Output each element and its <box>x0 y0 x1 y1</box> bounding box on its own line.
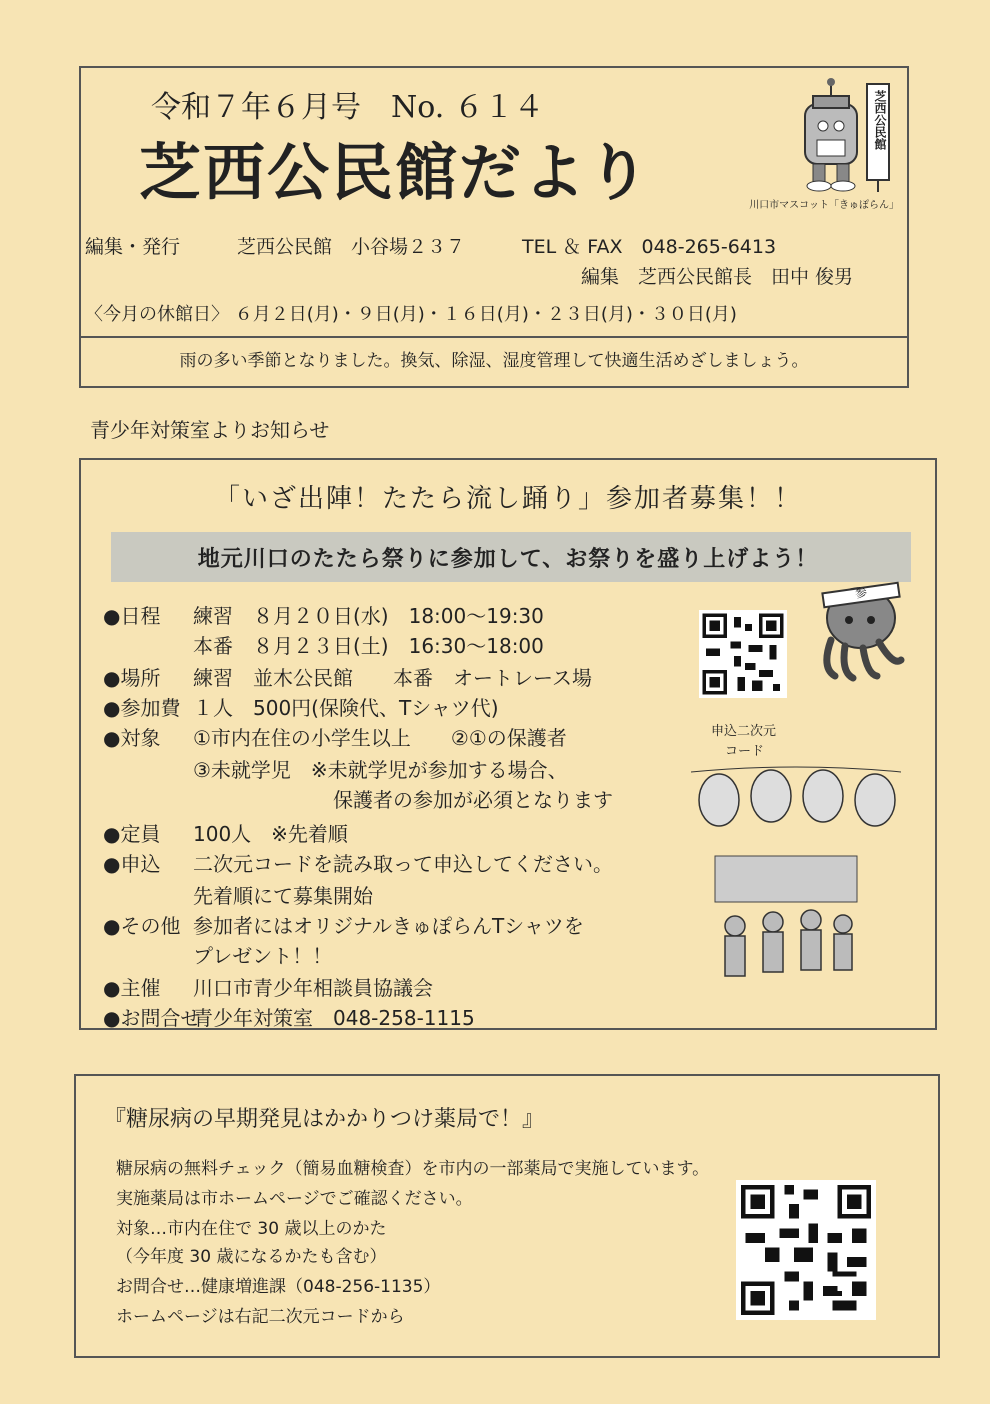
event-detail-text: ③未就学児 ※未就学児が参加する場合、 <box>193 758 568 782</box>
event-detail-text: 先着順にて募集開始 <box>193 884 373 908</box>
event-detail-text: 本番 ８月２３日(土) 16:30～18:00 <box>193 634 544 658</box>
event-detail-label: ●申込 <box>103 852 161 876</box>
event-title: 「いざ出陣！たたら流し踊り」参加者募集！！ <box>213 484 802 514</box>
dancers-illustration-icon <box>711 852 861 1002</box>
event-detail-row <box>103 880 373 909</box>
event-detail-text: １人 500円(保険代、Tシャツ代) <box>193 696 499 720</box>
event-detail-row <box>103 972 433 1001</box>
event-detail-row <box>103 784 613 813</box>
event-detail-text: プレゼント！！ <box>193 944 333 968</box>
qr-caption-line2: コード <box>725 744 765 759</box>
event-detail-label: ●対象 <box>103 726 161 750</box>
pharmacy-box <box>74 1074 940 1358</box>
event-detail-text: 二次元コードを読み取って申込してください。 <box>193 852 613 876</box>
event-detail-row <box>103 600 544 629</box>
event-detail-text: 練習 並木公民館 本番 オートレース場 <box>193 666 592 690</box>
pharmacy-line: （今年度 30 歳になるかたも含む） <box>116 1247 387 1267</box>
pharmacy-line: お問合せ…健康増進課（048-256-1135） <box>116 1277 441 1297</box>
section-label: 青少年対策室よりお知らせ <box>90 418 330 442</box>
event-detail-label: ●日程 <box>103 604 161 628</box>
pharmacy-line: 糖尿病の無料チェック（簡易血糖検査）を市内の一部薬局で実施しています。 <box>116 1159 710 1179</box>
application-qr-code-icon[interactable] <box>699 610 787 698</box>
event-detail-row <box>103 818 348 847</box>
event-detail-text: 保護者の参加が必須となります <box>253 788 613 812</box>
event-detail-row <box>103 662 592 691</box>
event-detail-row <box>103 692 499 721</box>
event-detail-label: ●定員 <box>103 822 161 846</box>
pharmacy-line: 対象…市内在住で 30 歳以上のかた <box>116 1219 387 1239</box>
event-box <box>79 458 937 1030</box>
event-subtitle: 地元川口のたたら祭りに参加して、お祭りを盛り上げよう！ <box>197 546 819 572</box>
lanterns-illustration-icon <box>691 760 901 840</box>
pharmacy-line: ホームページは右記二次元コードから <box>116 1307 405 1327</box>
page-title: 芝西公民館だより <box>139 136 652 209</box>
event-detail-row <box>103 848 613 877</box>
event-detail-text: 100人 ※先着順 <box>193 822 348 846</box>
pharmacy-title: 『糖尿病の早期発見はかかりつけ薬局で！』 <box>104 1107 545 1132</box>
holidays-line: 〈今月の休館日〉 ６月２日(月)・９日(月)・１６日(月)・２３日(月)・３０日(月) <box>85 304 737 325</box>
publisher-line: 編集・発行 芝西公民館 小谷場２３７ TEL ＆ FAX 048-265-6413 <box>85 236 777 258</box>
event-detail-label: ●参加費 <box>103 696 181 720</box>
header-divider <box>81 336 907 338</box>
editor-line: 編集 芝西公民館長 田中 俊男 <box>581 266 854 288</box>
event-detail-text: 青少年対策室 048-258-1115 <box>193 1006 475 1030</box>
mascot-sign: 芝西公民館 <box>873 90 887 150</box>
event-detail-label: ●主催 <box>103 976 161 1000</box>
event-detail-row <box>103 910 584 939</box>
homepage-qr-code-icon[interactable] <box>736 1180 876 1320</box>
event-detail-row <box>103 754 568 783</box>
qr-caption-line1: 申込二次元 <box>711 724 777 739</box>
mascot-caption: 川口市マスコット「きゅぽらん」 <box>749 200 899 211</box>
event-detail-row <box>103 722 567 751</box>
event-detail-label: ●場所 <box>103 666 161 690</box>
issue-number: 令和７年６月号 No. ６１４ <box>151 90 544 125</box>
octopus-headband-char: 参 <box>854 585 869 601</box>
event-detail-row <box>103 630 544 659</box>
event-detail-label: ●その他 <box>103 914 181 938</box>
event-detail-row <box>103 1002 475 1031</box>
pharmacy-line: 実施薬局は市ホームページでご確認ください。 <box>116 1189 473 1209</box>
event-detail-text: ①市内在住の小学生以上 ②①の保護者 <box>193 726 567 750</box>
header-box <box>79 66 909 388</box>
event-detail-text: 参加者にはオリジナルきゅぽらんTシャツを <box>193 914 584 938</box>
event-detail-text: 練習 ８月２０日(水) 18:00～19:30 <box>193 604 544 628</box>
event-detail-label: ●お問合せ <box>103 1006 201 1030</box>
event-detail-row <box>103 940 332 969</box>
header-note: 雨の多い季節となりました。換気、除湿、湿度管理して快適生活めざしましょう。 <box>179 351 809 371</box>
event-detail-text: 川口市青少年相談員協議会 <box>193 976 433 1000</box>
